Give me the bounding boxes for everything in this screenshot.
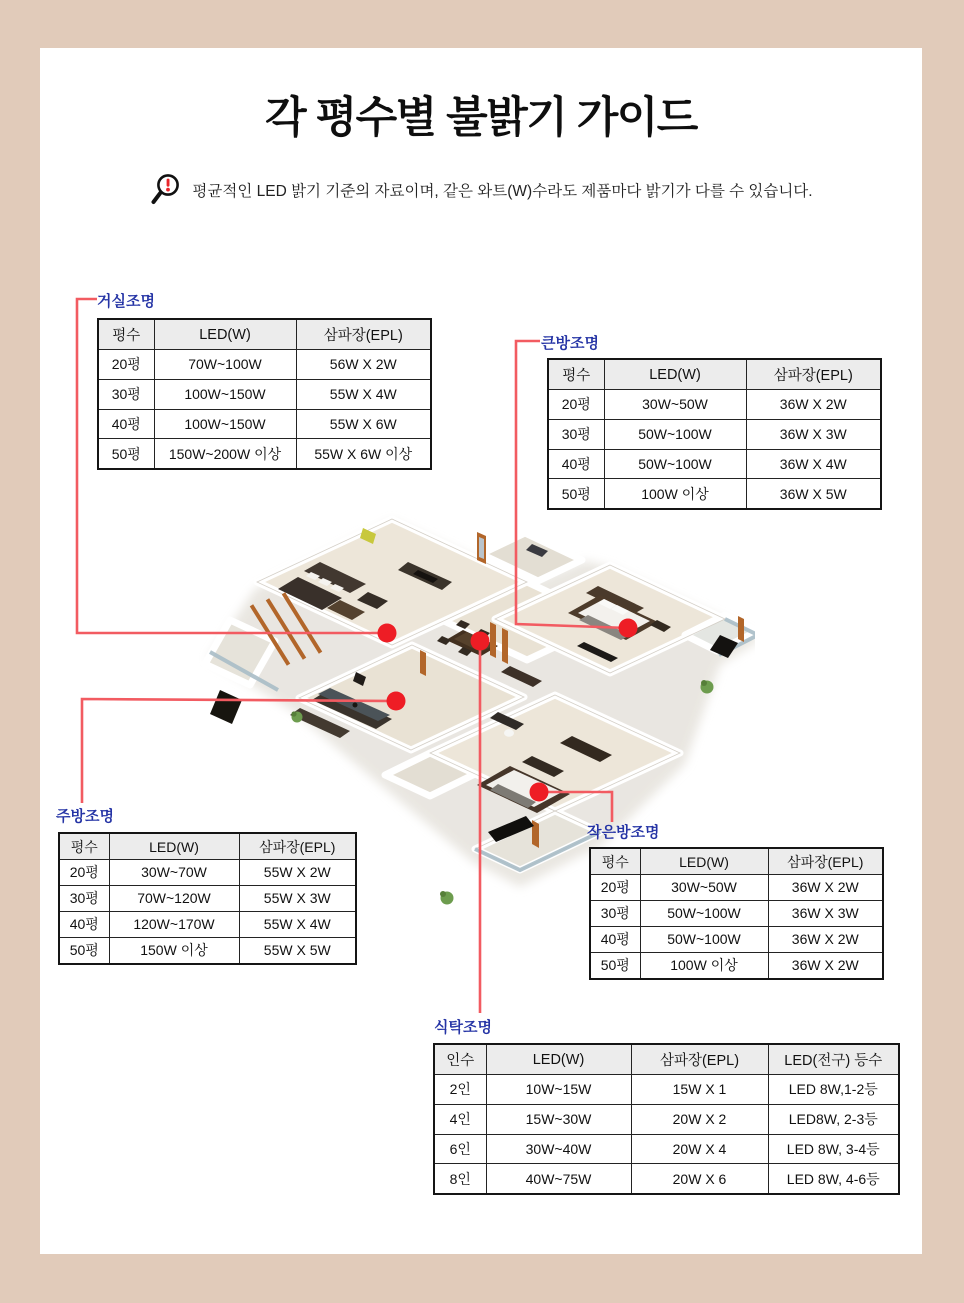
table-row: [590, 952, 883, 978]
cell: 120W~170W: [109, 911, 239, 937]
cell: 40W~75W: [486, 1164, 631, 1194]
cell: 36W X 2W: [768, 952, 883, 978]
table-row: [548, 449, 881, 479]
cell: 55W X 2W: [239, 860, 356, 886]
cell: 36W X 2W: [768, 875, 883, 901]
table-row: [98, 409, 431, 439]
cell: 36W X 2W: [746, 390, 881, 420]
cell: 20평: [98, 350, 154, 380]
cell: 30W~50W: [640, 875, 768, 901]
column-header: 평수: [548, 359, 604, 390]
cell: 30평: [548, 419, 604, 449]
label-living-lighting: 거실조명: [97, 293, 155, 310]
cell: 40평: [98, 409, 154, 439]
table-row: [434, 1075, 899, 1105]
cell: 20평: [590, 875, 640, 901]
cell: 36W X 3W: [768, 900, 883, 926]
living-lighting-table: [97, 318, 432, 470]
column-header: 평수: [98, 319, 154, 350]
cell: 150W~200W 이상: [154, 439, 296, 469]
table-row: [434, 1104, 899, 1134]
table-row: [98, 439, 431, 469]
table-row: [59, 911, 356, 937]
cell: 50W~100W: [640, 926, 768, 952]
table-row: [59, 937, 356, 963]
table-row: [548, 479, 881, 509]
label-dining-lighting: 식탁조명: [434, 1019, 492, 1036]
table-row: [548, 390, 881, 420]
cell: 100W~150W: [154, 409, 296, 439]
cell: 4인: [434, 1104, 486, 1134]
cell: LED8W, 2-3등: [768, 1104, 899, 1134]
cell: LED 8W, 4-6등: [768, 1164, 899, 1194]
cell: 70W~100W: [154, 350, 296, 380]
cell: 55W X 5W: [239, 937, 356, 963]
column-header: 삼파장(EPL): [296, 319, 431, 350]
magnifier-exclamation-icon: [149, 172, 183, 208]
cell: 20W X 2: [631, 1104, 768, 1134]
table-row: [590, 900, 883, 926]
dining-lighting-table: [433, 1043, 900, 1195]
column-header: 평수: [59, 833, 109, 860]
cell: 55W X 4W: [296, 379, 431, 409]
table-row: [59, 860, 356, 886]
column-header: LED(W): [604, 359, 746, 390]
label-smallroom-lighting: 작은방조명: [587, 824, 660, 841]
header-row: [548, 359, 881, 390]
table-row: [98, 350, 431, 380]
column-header: LED(W): [154, 319, 296, 350]
cell: 50W~100W: [640, 900, 768, 926]
cell: 55W X 4W: [239, 911, 356, 937]
column-header: LED(W): [109, 833, 239, 860]
cell: 55W X 6W 이상: [296, 439, 431, 469]
header-row: [590, 848, 883, 875]
cell: 8인: [434, 1164, 486, 1194]
cell: 36W X 4W: [746, 449, 881, 479]
column-header: 인수: [434, 1044, 486, 1075]
cell: 50평: [590, 952, 640, 978]
cell: 30W~50W: [604, 390, 746, 420]
table-row: [434, 1164, 899, 1194]
table-row: [98, 379, 431, 409]
cell: 15W~30W: [486, 1104, 631, 1134]
cell: 20W X 6: [631, 1164, 768, 1194]
cell: 6인: [434, 1134, 486, 1164]
cell: 30평: [59, 885, 109, 911]
cell: 100W~150W: [154, 379, 296, 409]
column-header: 평수: [590, 848, 640, 875]
cell: 30W~70W: [109, 860, 239, 886]
left-balcony-bench: [210, 690, 242, 724]
header-row: [59, 833, 356, 860]
smallroom-lighting-table: [589, 847, 884, 980]
column-header: LED(W): [486, 1044, 631, 1075]
label-bigroom-lighting: 큰방조명: [541, 335, 599, 352]
cell: 10W~15W: [486, 1075, 631, 1105]
cell: 40평: [548, 449, 604, 479]
header-row: [434, 1044, 899, 1075]
cell: 40평: [59, 911, 109, 937]
cell: 2인: [434, 1075, 486, 1105]
table-row: [548, 419, 881, 449]
cell: 36W X 5W: [746, 479, 881, 509]
cell: 20W X 4: [631, 1134, 768, 1164]
table-row: [434, 1134, 899, 1164]
bigroom-lighting-table: [547, 358, 882, 510]
kitchen-lighting-table: [58, 832, 357, 965]
cell: 50W~100W: [604, 419, 746, 449]
cell: 150W 이상: [109, 937, 239, 963]
cell: 30W~40W: [486, 1134, 631, 1164]
cell: 50평: [548, 479, 604, 509]
cell: 15W X 1: [631, 1075, 768, 1105]
cell: 50평: [59, 937, 109, 963]
cell: 100W 이상: [640, 952, 768, 978]
cell: 55W X 6W: [296, 409, 431, 439]
notice-text: 평균적인 LED 밝기 기준의 자료이며, 같은 와트(W)수라도 제품마다 밝기가 다를 수 있습니다.: [192, 183, 813, 200]
cell: 50평: [98, 439, 154, 469]
cell: 70W~120W: [109, 885, 239, 911]
cell: 30평: [98, 379, 154, 409]
cell: 50W~100W: [604, 449, 746, 479]
column-header: 삼파장(EPL): [239, 833, 356, 860]
table-row: [590, 926, 883, 952]
label-kitchen-lighting: 주방조명: [56, 808, 114, 825]
header-row: [98, 319, 431, 350]
table-row: [590, 875, 883, 901]
notice: [40, 172, 922, 208]
cell: 30평: [590, 900, 640, 926]
table-row: [59, 885, 356, 911]
cell: 20평: [59, 860, 109, 886]
column-header: LED(W): [640, 848, 768, 875]
cell: 55W X 3W: [239, 885, 356, 911]
column-header: 삼파장(EPL): [746, 359, 881, 390]
cell: 20평: [548, 390, 604, 420]
cell: LED 8W, 3-4등: [768, 1134, 899, 1164]
column-header: 삼파장(EPL): [768, 848, 883, 875]
cell: LED 8W,1-2등: [768, 1075, 899, 1105]
cell: 100W 이상: [604, 479, 746, 509]
column-header: 삼파장(EPL): [631, 1044, 768, 1075]
cell: 56W X 2W: [296, 350, 431, 380]
cell: 36W X 3W: [746, 419, 881, 449]
cell: 36W X 2W: [768, 926, 883, 952]
column-header: LED(전구) 등수: [768, 1044, 899, 1075]
cell: 40평: [590, 926, 640, 952]
page-title: 각 평수별 불밝기 가이드: [265, 94, 697, 142]
